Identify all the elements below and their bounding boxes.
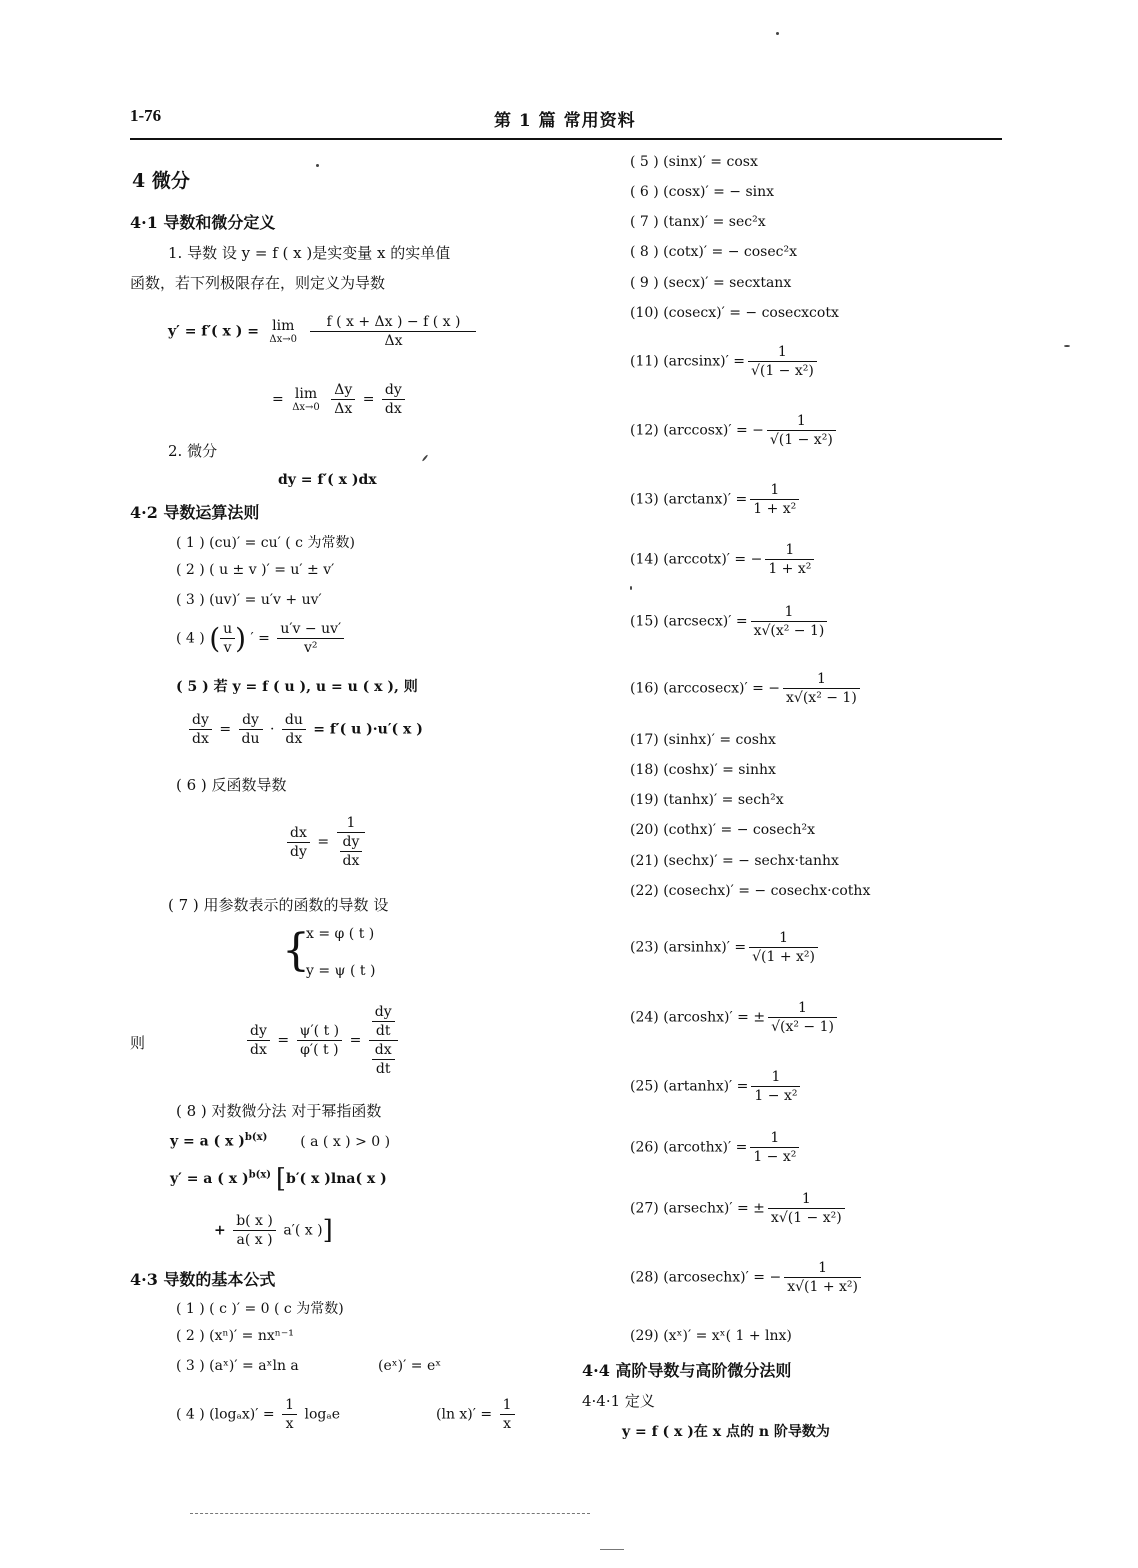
trig-7: ( 7 ) (tanx)′ = sec²x xyxy=(630,214,766,230)
f28-num: 1 xyxy=(784,1259,861,1278)
inv-trig-13 xyxy=(630,481,802,518)
f15-lhs: (15) (arcsecx)′ = xyxy=(630,613,748,630)
pd-dn: dx xyxy=(372,1041,395,1060)
rule-1: ( 1 ) (cu)′ = cu′ ( c 为常数) xyxy=(176,535,355,551)
f26-den: 1 − x² xyxy=(753,1149,797,1165)
para-derivative-1: 1. 导数 设 y = f ( x )是实变量 x 的实单值 xyxy=(168,244,451,262)
ped-exp: b(x) xyxy=(248,1169,272,1181)
f14-lhs: (14) (arccotx)′ = − xyxy=(630,551,763,568)
f24-den: √(x² − 1) xyxy=(771,1019,834,1035)
f27-lhs: (27) (arsechx)′ = ± xyxy=(630,1200,765,1217)
page-number: 1-76 xyxy=(130,106,162,125)
chain-n3: du xyxy=(282,711,306,730)
eq2-frac1-den: Δx xyxy=(334,401,353,417)
power-exp-deriv-2: + $\frac{b( x )}{a( x )}$ a′( x )] xyxy=(214,1213,333,1248)
hyp-20: (20) (cothx)′ = − cosech²x xyxy=(630,822,816,838)
rule-4-prime: ′ = xyxy=(250,630,270,647)
pd-d2: φ′( t ) xyxy=(300,1042,339,1058)
ped-plus: + xyxy=(214,1222,226,1239)
rule-4: ( 4 ) ( $\frac{u}{v}$ ) ′ = $\frac{u'v - uv'}{\text{v²}}$ xyxy=(176,620,347,657)
f14-den: 1 + x² xyxy=(768,561,812,577)
ped-fn: b( x ) xyxy=(233,1212,276,1231)
running-header: 第 1 篇 常用资料 xyxy=(494,111,636,131)
lim-sub: Δx→0 xyxy=(269,334,298,345)
eq2-eq: = xyxy=(272,391,284,408)
chain-tail: = f′( u )·u′( x ) xyxy=(313,721,423,738)
inv-trig-15 xyxy=(630,603,830,640)
inv-hyp-25 xyxy=(630,1068,803,1105)
param-x: x = φ ( t ) xyxy=(306,926,375,942)
f16-lhs: (16) (arccosecx)′ = − xyxy=(630,680,781,697)
eq2-frac2-num: dy xyxy=(382,381,405,400)
brace: { xyxy=(282,925,310,976)
pd-nd: dt xyxy=(375,1023,391,1039)
f16-num: 1 xyxy=(783,670,860,689)
trig-10: (10) (cosecx)′ = − cosecxcotx xyxy=(630,305,839,321)
rule-2: ( 2 ) ( u ± v )′ = u′ ± v′ xyxy=(176,562,335,578)
chain-n2: dy xyxy=(239,711,263,730)
inverse-eq xyxy=(284,814,368,870)
heading-4-2: 4·2 导数运算法则 xyxy=(130,503,260,522)
para-differential: 2. 微分 xyxy=(168,442,218,460)
hyp-19: (19) (tanhx)′ = sech²x xyxy=(630,792,784,808)
chain-dot: · xyxy=(269,721,275,738)
ped-bracket: b′( x )lna( x ) xyxy=(286,1171,387,1187)
chain-d1: dx xyxy=(192,731,209,747)
f26-lhs: (26) (arcothx)′ = xyxy=(630,1139,748,1156)
f14-num: 1 xyxy=(765,541,814,560)
rule-4-num: u′v − uv′ xyxy=(277,620,344,639)
eq2-mid: = xyxy=(362,391,375,408)
ze-label: 则 xyxy=(130,1034,146,1052)
pef-base: y = a ( x ) xyxy=(170,1133,245,1150)
inv-inner-num: dy xyxy=(340,833,363,852)
pd-n1: dy xyxy=(247,1022,270,1041)
formula-1: ( 1 ) ( c )′ = 0 ( c 为常数) xyxy=(176,1301,344,1317)
formula-4b xyxy=(436,1396,518,1433)
chain-n1: dy xyxy=(189,711,212,730)
f4b-den: x xyxy=(503,1416,511,1432)
bottom-scan-mark xyxy=(600,1549,624,1550)
f11-lhs: (11) (arcsinx)′ = xyxy=(630,353,745,370)
f4-num: 1 xyxy=(282,1396,297,1415)
speck xyxy=(1064,345,1070,347)
rule-8: ( 8 ) 对数微分法 对于幂指函数 xyxy=(176,1102,382,1120)
power-exp-deriv: y′ = a ( x )$^{b(x)}$ [b′( x )lna( x ) xyxy=(170,1164,387,1194)
section-title: 4 微分 xyxy=(132,170,190,192)
pd-dd: dt xyxy=(375,1061,391,1077)
ped-tail: a′( x ) xyxy=(283,1222,323,1239)
rule-3: ( 3 ) (uv)′ = u′v + uv′ xyxy=(176,592,322,608)
rule-5: ( 5 ) 若 y = f ( u ), u = u ( x ), 则 xyxy=(176,679,418,695)
f23-lhs: (23) (arsinhx)′ = xyxy=(630,939,747,956)
f11-num: 1 xyxy=(748,343,817,362)
deriv-den: Δx xyxy=(384,333,403,349)
eq2-lim: lim xyxy=(294,386,318,402)
eq2-frac2-den: dx xyxy=(384,401,402,417)
pd-n2: ψ′( t ) xyxy=(297,1022,343,1041)
pef-exp: b(x) xyxy=(244,1132,268,1143)
deriv-lhs: y′ = f′( x ) = xyxy=(168,323,259,340)
inv-trig-14 xyxy=(630,541,817,578)
pd-nn: dy xyxy=(372,1003,395,1022)
speck xyxy=(422,454,429,461)
f12-num: 1 xyxy=(767,412,836,431)
f4b-num: 1 xyxy=(500,1396,515,1415)
heading-4-1: 4·1 导数和微分定义 xyxy=(130,213,276,232)
pd-eq2: = xyxy=(349,1032,362,1049)
inv-trig-11 xyxy=(630,343,820,380)
pef-cond: ( a ( x ) > 0 ) xyxy=(300,1133,391,1150)
rule-4-v: v xyxy=(223,640,232,656)
hyp-22: (22) (cosechx)′ = − cosechx·cothx xyxy=(630,883,871,899)
f28-lhs: (28) (arcosechx)′ = − xyxy=(630,1269,782,1286)
inv-hyp-28 xyxy=(630,1259,864,1296)
formula-3a: ( 3 ) (aˣ)′ = aˣln a xyxy=(176,1358,299,1374)
formula-29: (29) (xˣ)′ = xˣ( 1 + lnx) xyxy=(630,1328,792,1344)
para-derivative-2: 函数，若下列极限存在，则定义为导数 xyxy=(130,274,386,292)
f25-lhs: (25) (artanhx)′ = xyxy=(630,1078,749,1095)
f25-den: 1 − x² xyxy=(754,1088,798,1104)
chain-d3: dx xyxy=(285,731,303,747)
f16-den: x√(x² − 1) xyxy=(786,690,857,706)
deriv-def-eq xyxy=(168,313,479,350)
header-rule xyxy=(130,138,1002,140)
inv-hyp-23 xyxy=(630,929,821,966)
speck xyxy=(776,32,779,35)
f13-num: 1 xyxy=(750,481,799,500)
inv-den: dy xyxy=(290,843,307,860)
rule-7: ( 7 ) 用参数表示的函数的导数 设 xyxy=(168,896,389,914)
f4-tail: logₐe xyxy=(304,1406,341,1423)
rule-4-label: ( 4 ) xyxy=(176,630,205,647)
inv-inner-den: dx xyxy=(342,853,360,869)
speck xyxy=(316,164,319,167)
inv-hyp-27 xyxy=(630,1190,848,1227)
f26-num: 1 xyxy=(750,1129,799,1148)
hyp-17: (17) (sinhx)′ = coshx xyxy=(630,732,776,748)
f4-label: ( 4 ) (logₐx)′ = xyxy=(176,1406,275,1423)
inv-one: 1 xyxy=(337,814,366,833)
eq2-lim-sub: Δx→0 xyxy=(292,402,320,413)
hyp-18: (18) (coshx)′ = sinhx xyxy=(630,762,776,778)
trig-9: ( 9 ) (secx)′ = secxtanx xyxy=(630,275,792,291)
f15-num: 1 xyxy=(751,603,828,622)
f24-lhs: (24) (arcoshx)′ = ± xyxy=(630,1009,766,1026)
inv-hyp-26 xyxy=(630,1129,802,1166)
f15-den: x√(x² − 1) xyxy=(753,623,825,639)
trig-6: ( 6 ) (cosx)′ = − sinx xyxy=(630,184,775,200)
hyp-21: (21) (sechx)′ = − sechx·tanhx xyxy=(630,853,839,869)
pd-eq1: = xyxy=(277,1032,290,1049)
heading-4-3: 4·3 导数的基本公式 xyxy=(130,1270,276,1289)
f4-den: x xyxy=(285,1416,294,1432)
rule-6: ( 6 ) 反函数导数 xyxy=(176,776,287,794)
differential-eq: dy = f′( x )dx xyxy=(278,472,377,488)
f27-num: 1 xyxy=(768,1190,845,1209)
inv-eq: = xyxy=(317,834,330,850)
f27-den: x√(1 − x²) xyxy=(770,1210,842,1226)
deriv-num: f ( x + Δx ) − f ( x ) xyxy=(310,313,476,332)
speck xyxy=(630,586,632,590)
inv-trig-12 xyxy=(630,412,839,449)
inv-num: dx xyxy=(287,824,310,843)
f4b-label: (ln x)′ = xyxy=(436,1406,493,1423)
power-exp-func xyxy=(170,1132,390,1150)
formula-4 xyxy=(176,1396,340,1433)
f12-den: √(1 − x²) xyxy=(769,432,833,448)
param-deriv-eq xyxy=(244,1003,401,1078)
ped-base: y′ = a ( x ) xyxy=(170,1171,249,1187)
f23-num: 1 xyxy=(749,929,818,948)
f13-lhs: (13) (arctanx)′ = xyxy=(630,491,748,508)
f25-num: 1 xyxy=(751,1068,800,1087)
lim-word: lim xyxy=(272,318,295,334)
eq2-frac1-num: Δy xyxy=(331,381,355,400)
formula-3b: (eˣ)′ = eˣ xyxy=(378,1358,442,1374)
deriv-def-eq2 xyxy=(272,381,408,418)
f23-den: √(1 + x²) xyxy=(752,949,815,965)
rule-4-den: v² xyxy=(304,640,318,656)
nth-derivative-text: y = f ( x )在 x 点的 n 阶导数为 xyxy=(622,1424,830,1440)
inv-trig-16 xyxy=(630,670,863,707)
chain-eq: = xyxy=(219,721,232,738)
f24-num: 1 xyxy=(768,999,837,1018)
bottom-scan-mark xyxy=(190,1513,590,1514)
f11-den: √(1 − x²) xyxy=(750,363,814,379)
f13-den: 1 + x² xyxy=(753,501,797,517)
ped-fd: a( x ) xyxy=(236,1232,273,1248)
heading-4-4: 4·4 高阶导数与高阶微分法则 xyxy=(582,1361,792,1380)
f28-den: x√(1 + x²) xyxy=(787,1279,858,1295)
rule-4-u: u xyxy=(220,620,235,639)
trig-8: ( 8 ) (cotx)′ = − cosec²x xyxy=(630,244,797,260)
chain-d2: du xyxy=(241,731,260,747)
trig-5: ( 5 ) (sinx)′ = cosx xyxy=(630,154,758,170)
formula-2: ( 2 ) (xⁿ)′ = nxⁿ⁻¹ xyxy=(176,1328,294,1344)
f12-lhs: (12) (arccosx)′ = − xyxy=(630,422,764,439)
param-y: y = ψ ( t ) xyxy=(306,963,376,979)
rule-5-chain xyxy=(186,711,423,748)
pd-d1: dx xyxy=(250,1042,267,1058)
heading-4-4-1: 4·4·1 定义 xyxy=(582,1392,655,1410)
inv-hyp-24 xyxy=(630,999,840,1036)
